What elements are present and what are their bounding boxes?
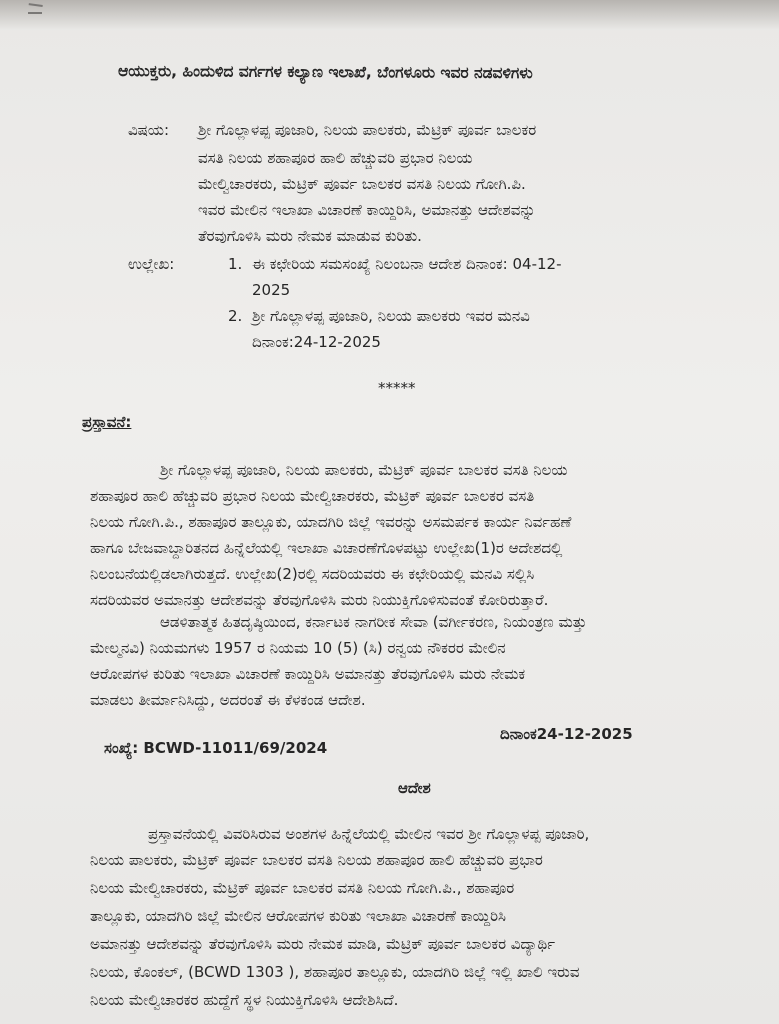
office-header: ಆಯುಕ್ತರು, ಹಿಂದುಳಿದ ವರ್ಗಗಳ ಕಲ್ಯಾಣ ಇಲಾಖೆ, ಬೆಂಗಳೂರು ಇವರ ನಡವಳಿಗಳು [117, 61, 533, 83]
reference-2-line-1: ಶ್ರೀ ಗೊಲ್ಲಾಳಪ್ಪ ಪೂಜಾರಿ, ನಿಲಯ ಪಾಲಕರು ಇವರ ಮನವಿ [252, 307, 530, 325]
subject-line-1: ಶ್ರೀ ಗೊಲ್ಲಾಳಪ್ಪ ಪೂಜಾರಿ, ನಿಲಯ ಪಾಲಕರು, ಮೆಟ್ರಿಕ್ ಪೂರ್ವ ಬಾಲಕರ [198, 121, 537, 139]
order-line-5: ಅಮಾನತ್ತು ಆದೇಶವನ್ನು ತೆರವುಗೊಳಿಸಿ ಮರು ನೇಮಕ ಮಾಡಿ, ಮೆಟ್ರಿಕ್ ಪೂರ್ವ ಬಾಲಕರ ವಿದ್ಯಾರ್ಥಿ [90, 935, 555, 953]
reference-1-line-2: 2025 [252, 281, 291, 299]
preamble-line-5: ನಿಲಂಬನೆಯಲ್ಲಿಡಲಾಗಿರುತ್ತದೆ. ಉಲ್ಲೇಖ(2)ರಲ್ಲಿ ಸದರಿಯವರು ಈ ಕಛೇರಿಯಲ್ಲಿ ಮನವಿ ಸಲ್ಲಿಸಿ [90, 565, 535, 583]
reference-1-number: 1. [228, 255, 243, 273]
reference-2-line-2: ದಿನಾಂಕ:24-12-2025 [252, 333, 381, 351]
order-line-6: ನಿಲಯ, ಕೊಂಕಲ್, (BCWD 1303 ), ಶಹಾಪೂರ ತಾಲ್ಲೂಕು, ಯಾದಗಿರಿ ಜಿಲ್ಲೆ ಇಲ್ಲಿ ಖಾಲಿ ಇರುವ [90, 963, 580, 981]
preamble-line-9: ಆರೋಪಗಳ ಕುರಿತು ಇಲಾಖಾ ವಿಚಾರಣೆ ಕಾಯ್ದಿರಿಸಿ ಅಮಾನತ್ತು ತೆರವುಗೊಳಿಸಿ ಮರು ನೇಮಕ [90, 665, 526, 683]
preamble-line-8: ಮೇಲ್ಮನವಿ) ನಿಯಮಗಳು 1957 ರ ನಿಯಮ 10 (5) (ಸಿ) ರನ್ವಯ ನೌಕರರ ಮೇಲಿನ [90, 639, 506, 657]
order-line-1: ಪ್ರಸ್ತಾವನೆಯಲ್ಲಿ ವಿವರಿಸಿರುವ ಅಂಶಗಳ ಹಿನ್ನೆಲೆಯಲ್ಲಿ ಮೇಲಿನ ಇವರ ಶ್ರೀ ಗೊಲ್ಲಾಳಪ್ಪ ಪೂಜಾರಿ, [148, 825, 590, 843]
reference-label: ಉಲ್ಲೇಖ: [128, 255, 175, 273]
order-date: ದಿನಾಂಕ24-12-2025 [500, 725, 633, 743]
preamble-line-4: ಹಾಗೂ ಬೇಜವಾಬ್ದಾರಿತನದ ಹಿನ್ನೆಲೆಯಲ್ಲಿ ಇಲಾಖಾ ವಿಚಾರಣೆಗೊಳಪಟ್ಟು ಉಲ್ಲೇಖ(1)ರ ಆದೇಶದಲ್ಲಿ [90, 539, 563, 557]
preamble-heading: ಪ್ರಸ್ತಾವನೆ: [82, 413, 132, 431]
reference-1-line-1: ಈ ಕಛೇರಿಯ ಸಮಸಂಖ್ಯೆ ನಿಲಂಬನಾ ಆದೇಶ ದಿನಾಂಕ: 04-12- [252, 255, 562, 273]
order-heading: ಆದೇಶ [398, 779, 431, 797]
subject-line-5: ತೆರವುಗೊಳಿಸಿ ಮರು ನೇಮಕ ಮಾಡುವ ಕುರಿತು. [198, 227, 422, 245]
order-line-4: ತಾಲ್ಲೂಕು, ಯಾದಗಿರಿ ಜಿಲ್ಲೆ ಮೇಲಿನ ಆರೋಪಗಳ ಕುರಿತು ಇಲಾಖಾ ವಿಚಾರಣೆ ಕಾಯ್ದಿರಿಸಿ [90, 907, 507, 925]
order-number: ಸಂಖ್ಯೆ: BCWD-11011/69/2024 [104, 739, 328, 757]
preamble-line-7: ಆಡಳಿತಾತ್ಮಕ ಹಿತದೃಷ್ಠಿಯಿಂದ, ಕರ್ನಾಟಕ ನಾಗರೀಕ ಸೇವಾ (ವರ್ಗೀಕರಣ, ನಿಯಂತ್ರಣ ಮತ್ತು [160, 613, 587, 631]
preamble-line-1: ಶ್ರೀ ಗೊಲ್ಲಾಳಪ್ಪ ಪೂಜಾರಿ, ನಿಲಯ ಪಾಲಕರು, ಮೆಟ್ರಿಕ್ ಪೂರ್ವ ಬಾಲಕರ ವಸತಿ ನಿಲಯ [160, 461, 568, 479]
preamble-line-3: ನಿಲಯ ಗೋಗಿ.ಪಿ., ಶಹಾಪೂರ ತಾಲ್ಲೂಕು, ಯಾದಗಿರಿ ಜಿಲ್ಲೆ ಇವರನ್ನು ಅಸಮರ್ಪಕ ಕಾರ್ಯ ನಿರ್ವಹಣೆ [90, 513, 572, 531]
separator-stars: ***** [378, 379, 416, 397]
order-line-3: ನಿಲಯ ಮೇಲ್ವಿಚಾರಕರು, ಮೆಟ್ರಿಕ್ ಪೂರ್ವ ಬಾಲಕರ ವಸತಿ ನಿಲಯ ಗೋಗಿ.ಪಿ., ಶಹಾಪೂರ [90, 879, 515, 897]
preamble-line-10: ಮಾಡಲು ತೀರ್ಮಾನಿಸಿದ್ದು, ಅದರಂತೆ ಈ ಕೆಳಕಂಡ ಆದೇಶ. [90, 691, 366, 709]
order-line-7: ನಿಲಯ ಮೇಲ್ವಿಚಾರಕರ ಹುದ್ದೆಗೆ ಸ್ಥಳ ನಿಯುಕ್ತಿಗೊಳಿಸಿ ಆದೇಶಿಸಿದೆ. [90, 991, 399, 1009]
reference-2-number: 2. [228, 307, 243, 325]
subject-line-2: ವಸತಿ ನಿಲಯ ಶಹಾಪೂರ ಹಾಲಿ ಹೆಚ್ಚುವರಿ ಪ್ರಭಾರ ನಿಲಯ [198, 149, 473, 167]
subject-line-3: ಮೇಲ್ವಿಚಾರಕರು, ಮೆಟ್ರಿಕ್ ಪೂರ್ವ ಬಾಲಕರ ವಸತಿ ನಿಲಯ ಗೋಗಿ.ಪಿ. [198, 175, 526, 193]
order-line-2: ನಿಲಯ ಪಾಲಕರು, ಮೆಟ್ರಿಕ್ ಪೂರ್ವ ಬಾಲಕರ ವಸತಿ ನಿಲಯ ಶಹಾಪೂರ ಹಾಲಿ ಹೆಚ್ಚುವರಿ ಪ್ರಭಾರ [90, 851, 543, 869]
preamble-line-6: ಸದರಿಯವರ ಅಮಾನತ್ತು ಆದೇಶವನ್ನು ತೆರವುಗೊಳಿಸಿ ಮರು ನಿಯುಕ್ತಿಗೊಳಿಸುವಂತೆ ಕೋರಿರುತ್ತಾರೆ. [90, 591, 549, 609]
subject-line-4: ಇವರ ಮೇಲಿನ ಇಲಾಖಾ ವಿಚಾರಣೆ ಕಾಯ್ದಿರಿಸಿ, ಅಮಾನತ್ತು ಆದೇಶವನ್ನು [198, 201, 536, 219]
preamble-line-2: ಶಹಾಪೂರ ಹಾಲಿ ಹೆಚ್ಚುವರಿ ಪ್ರಭಾರ ನಿಲಯ ಮೇಲ್ವಿಚಾರಕರು, ಮೆಟ್ರಿಕ್ ಪೂರ್ವ ಬಾಲಕರ ವಸತಿ [90, 487, 535, 505]
subject-label: ವಿಷಯ: [128, 121, 169, 139]
